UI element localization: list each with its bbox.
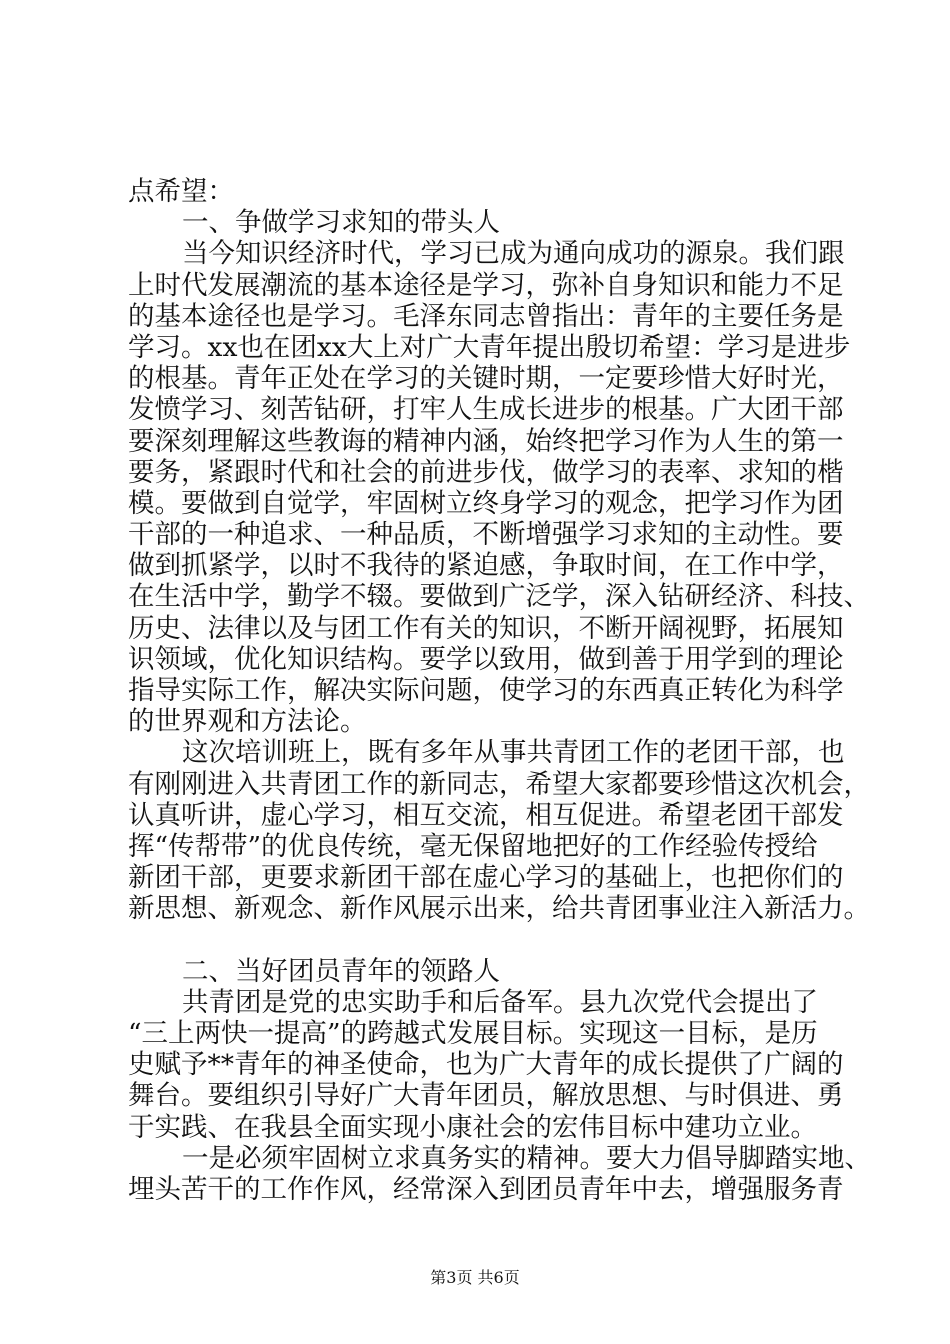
text-line: 干部的一种追求、一种品质，不断增强学习求知的主动性。要 [128, 519, 844, 551]
text-line: 认真听讲，虚心学习，相互交流，相互促进。希望老团干部发 [128, 799, 844, 831]
text-line: 指导实际工作，解决实际问题，使学习的东西真正转化为科学 [128, 675, 844, 706]
text-line: 埋头苦干的工作作风，经常深入到团员青年中去，增强服务青 [128, 1174, 844, 1205]
text-line: 上时代发展潮流的基本途径是学习，弥补自身知识和能力不足 [128, 269, 844, 301]
text-line: 这次培训班上，既有多年从事共青团工作的老团干部，也 [182, 737, 845, 769]
section-heading-1: 一、争做学习求知的带头人 [182, 207, 500, 239]
text-line: 学习。xx也在团xx大上对广大青年提出殷切希望：学习是进步 [128, 331, 851, 363]
text-line: 于实践、在我县全面实现小康社会的宏伟目标中建功立业。 [128, 1111, 817, 1143]
text-line: 点希望： [128, 176, 234, 207]
text-line: 发愤学习、刻苦钻研，打牢人生成长进步的根基。广大团干部 [128, 394, 844, 426]
text-line: 做到抓紧学，以时不我待的紧迫感，争取时间，在工作中学， [128, 550, 844, 582]
text-line: 的基本途径也是学习。毛泽东同志曾指出：青年的主要任务是 [128, 300, 844, 332]
text-line: 的世界观和方法论。 [128, 706, 367, 738]
text-line: 识领域，优化知识结构。要学以致用，做到善于用学到的理论 [128, 643, 844, 675]
text-line: 新思想、新观念、新作风展示出来，给共青团事业注入新活力。 [128, 893, 870, 925]
text-line: 一是必须牢固树立求真务实的精神。要大力倡导脚踏实地、 [182, 1142, 871, 1174]
text-line: 有刚刚进入共青团工作的新同志，希望大家都要珍惜这次机会， [128, 768, 870, 800]
text-line: 史赋予**青年的神圣使命，也为广大青年的成长提供了广阔的 [128, 1049, 844, 1081]
text-line: 历史、法律以及与团工作有关的知识，不断开阔视野，拓展知 [128, 612, 844, 644]
text-line: 在生活中学，勤学不辍。要做到广泛学，深入钻研经济、科技、 [128, 581, 870, 613]
text-line: 挥“传帮带”的优良传统，毫无保留地把好的工作经验传授给 [128, 830, 818, 862]
page-number-footer: 第3页 共6页 [430, 1268, 520, 1287]
text-line: 新团干部，更要求新团干部在虚心学习的基础上，也把你们的 [128, 862, 844, 894]
text-line: “三上两快一提高”的跨越式发展目标。实现这一目标，是历 [128, 1018, 818, 1050]
text-line: 的根基。青年正处在学习的关键时期，一定要珍惜大好时光， [128, 363, 844, 395]
document-body [128, 176, 871, 1205]
section-heading-2: 二、当好团员青年的领路人 [182, 955, 500, 987]
text-line: 模。要做到自觉学，牢固树立终身学习的观念，把学习作为团 [128, 487, 844, 519]
text-line: 舞台。要组织引导好广大青年团员，解放思想、与时俱进、勇 [128, 1080, 844, 1112]
text-line: 要深刻理解这些教诲的精神内涵，始终把学习作为人生的第一 [128, 425, 844, 457]
text-line: 要务，紧跟时代和社会的前进步伐，做学习的表率、求知的楷 [128, 456, 844, 488]
blank-line [128, 925, 834, 956]
text-line: 当今知识经济时代，学习已成为通向成功的源泉。我们跟 [182, 238, 845, 270]
text-line: 共青团是党的忠实助手和后备军。县九次党代会提出了 [182, 986, 818, 1018]
